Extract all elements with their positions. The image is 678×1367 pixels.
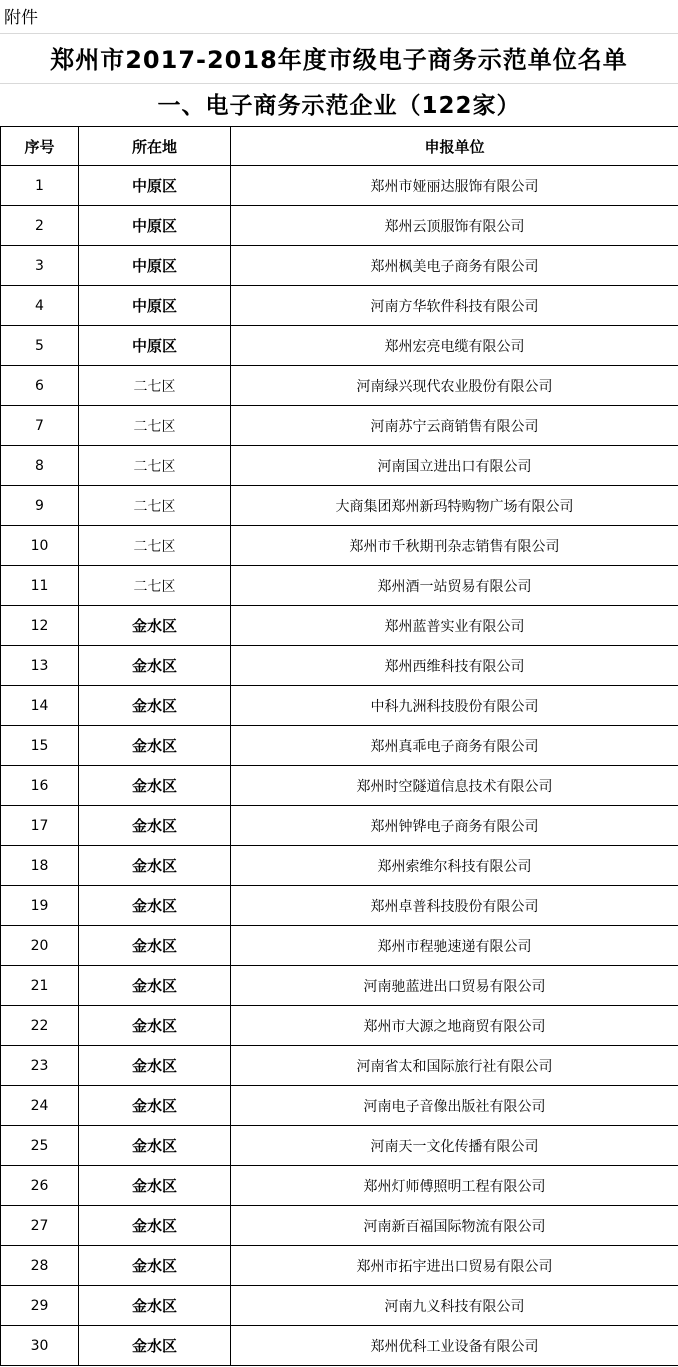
- cell-no: 20: [1, 926, 79, 966]
- cell-location: 中原区: [79, 326, 231, 366]
- cell-location: 金水区: [79, 1206, 231, 1246]
- cell-company: 郑州西维科技有限公司: [231, 646, 678, 686]
- cell-location: 金水区: [79, 926, 231, 966]
- cell-company: 郑州市娅丽达服饰有限公司: [231, 166, 678, 206]
- cell-no: 21: [1, 966, 79, 1006]
- table-row: [1, 806, 678, 846]
- table-row: [1, 166, 678, 206]
- cell-no: 11: [1, 566, 79, 606]
- cell-company: 河南国立进出口有限公司: [231, 446, 678, 486]
- table-row: [1, 1326, 678, 1366]
- cell-location: 金水区: [79, 726, 231, 766]
- table-row: [1, 1006, 678, 1046]
- cell-no: 22: [1, 1006, 79, 1046]
- cell-no: 10: [1, 526, 79, 566]
- cell-company: 河南驰蓝进出口贸易有限公司: [231, 966, 678, 1006]
- table-row: [1, 1166, 678, 1206]
- cell-location: 金水区: [79, 686, 231, 726]
- cell-location: 金水区: [79, 966, 231, 1006]
- table-row: [1, 526, 678, 566]
- cell-company: 郑州市程驰速递有限公司: [231, 926, 678, 966]
- cell-location: 中原区: [79, 166, 231, 206]
- cell-location: 中原区: [79, 246, 231, 286]
- table-row: [1, 1046, 678, 1086]
- cell-no: 28: [1, 1246, 79, 1286]
- cell-no: 12: [1, 606, 79, 646]
- cell-no: 19: [1, 886, 79, 926]
- company-table: [0, 126, 678, 1366]
- cell-company: 河南绿兴现代农业股份有限公司: [231, 366, 678, 406]
- cell-no: 1: [1, 166, 79, 206]
- table-row: [1, 1286, 678, 1326]
- header-company: 申报单位: [231, 127, 678, 166]
- cell-company: 郑州时空隧道信息技术有限公司: [231, 766, 678, 806]
- table-row: [1, 366, 678, 406]
- table-row: [1, 966, 678, 1006]
- table-body: [1, 166, 678, 1366]
- cell-no: 4: [1, 286, 79, 326]
- cell-no: 2: [1, 206, 79, 246]
- cell-company: 河南电子音像出版社有限公司: [231, 1086, 678, 1126]
- cell-no: 30: [1, 1326, 79, 1366]
- table-row: [1, 446, 678, 486]
- cell-company: 河南九义科技有限公司: [231, 1286, 678, 1326]
- cell-company: 郑州灯师傅照明工程有限公司: [231, 1166, 678, 1206]
- cell-no: 17: [1, 806, 79, 846]
- table-row: [1, 766, 678, 806]
- table-row: [1, 406, 678, 446]
- cell-location: 金水区: [79, 766, 231, 806]
- cell-location: 金水区: [79, 1166, 231, 1206]
- table-row: [1, 1246, 678, 1286]
- cell-location: 二七区: [79, 486, 231, 526]
- cell-company: 郑州钟铧电子商务有限公司: [231, 806, 678, 846]
- table-row: [1, 646, 678, 686]
- table-row: [1, 206, 678, 246]
- cell-location: 金水区: [79, 1086, 231, 1126]
- cell-location: 二七区: [79, 406, 231, 446]
- cell-location: 金水区: [79, 606, 231, 646]
- cell-company: 河南方华软件科技有限公司: [231, 286, 678, 326]
- table-row: [1, 726, 678, 766]
- cell-location: 金水区: [79, 646, 231, 686]
- cell-no: 5: [1, 326, 79, 366]
- cell-no: 27: [1, 1206, 79, 1246]
- cell-company: 大商集团郑州新玛特购物广场有限公司: [231, 486, 678, 526]
- section-subtitle: 一、电子商务示范企业（122家）: [157, 93, 521, 119]
- cell-location: 二七区: [79, 526, 231, 566]
- cell-company: 郑州宏亮电缆有限公司: [231, 326, 678, 366]
- table-header-row: [1, 127, 678, 166]
- cell-company: 河南省太和国际旅行社有限公司: [231, 1046, 678, 1086]
- annex-label: 附件: [0, 0, 678, 34]
- cell-location: 金水区: [79, 1046, 231, 1086]
- cell-no: 24: [1, 1086, 79, 1126]
- table-row: [1, 486, 678, 526]
- table-row: [1, 886, 678, 926]
- cell-company: 郑州云顶服饰有限公司: [231, 206, 678, 246]
- table-row: [1, 566, 678, 606]
- cell-location: 二七区: [79, 366, 231, 406]
- cell-no: 6: [1, 366, 79, 406]
- cell-no: 16: [1, 766, 79, 806]
- table-row: [1, 246, 678, 286]
- cell-company: 郑州真乖电子商务有限公司: [231, 726, 678, 766]
- table-row: [1, 926, 678, 966]
- table-row: [1, 686, 678, 726]
- cell-location: 金水区: [79, 1246, 231, 1286]
- header-no: 序号: [1, 127, 79, 166]
- cell-location: 金水区: [79, 1326, 231, 1366]
- cell-company: 河南新百福国际物流有限公司: [231, 1206, 678, 1246]
- cell-company: 郑州卓普科技股份有限公司: [231, 886, 678, 926]
- cell-location: 金水区: [79, 886, 231, 926]
- cell-company: 郑州索维尔科技有限公司: [231, 846, 678, 886]
- cell-no: 13: [1, 646, 79, 686]
- table-row: [1, 606, 678, 646]
- cell-location: 金水区: [79, 1126, 231, 1166]
- cell-location: 金水区: [79, 1006, 231, 1046]
- cell-location: 中原区: [79, 206, 231, 246]
- cell-no: 7: [1, 406, 79, 446]
- table-row: [1, 326, 678, 366]
- cell-company: 郑州市拓宇进出口贸易有限公司: [231, 1246, 678, 1286]
- table-row: [1, 1126, 678, 1166]
- cell-location: 金水区: [79, 846, 231, 886]
- header-location: 所在地: [79, 127, 231, 166]
- cell-location: 中原区: [79, 286, 231, 326]
- cell-location: 金水区: [79, 1286, 231, 1326]
- cell-company: 河南苏宁云商销售有限公司: [231, 406, 678, 446]
- table-row: [1, 1086, 678, 1126]
- cell-company: 中科九洲科技股份有限公司: [231, 686, 678, 726]
- cell-location: 二七区: [79, 446, 231, 486]
- cell-no: 14: [1, 686, 79, 726]
- cell-no: 3: [1, 246, 79, 286]
- cell-company: 郑州枫美电子商务有限公司: [231, 246, 678, 286]
- cell-company: 郑州酒一站贸易有限公司: [231, 566, 678, 606]
- cell-location: 二七区: [79, 566, 231, 606]
- table-row: [1, 846, 678, 886]
- cell-company: 河南天一文化传播有限公司: [231, 1126, 678, 1166]
- cell-no: 8: [1, 446, 79, 486]
- table-row: [1, 1206, 678, 1246]
- cell-company: 郑州优科工业设备有限公司: [231, 1326, 678, 1366]
- cell-location: 金水区: [79, 806, 231, 846]
- cell-no: 9: [1, 486, 79, 526]
- cell-company: 郑州市大源之地商贸有限公司: [231, 1006, 678, 1046]
- cell-no: 23: [1, 1046, 79, 1086]
- cell-no: 18: [1, 846, 79, 886]
- table-row: [1, 286, 678, 326]
- cell-company: 郑州市千秋期刊杂志销售有限公司: [231, 526, 678, 566]
- cell-company: 郑州蓝普实业有限公司: [231, 606, 678, 646]
- document-title: 郑州市2017-2018年度市级电子商务示范单位名单: [0, 34, 678, 84]
- cell-no: 29: [1, 1286, 79, 1326]
- cell-no: 25: [1, 1126, 79, 1166]
- cell-no: 15: [1, 726, 79, 766]
- cell-no: 26: [1, 1166, 79, 1206]
